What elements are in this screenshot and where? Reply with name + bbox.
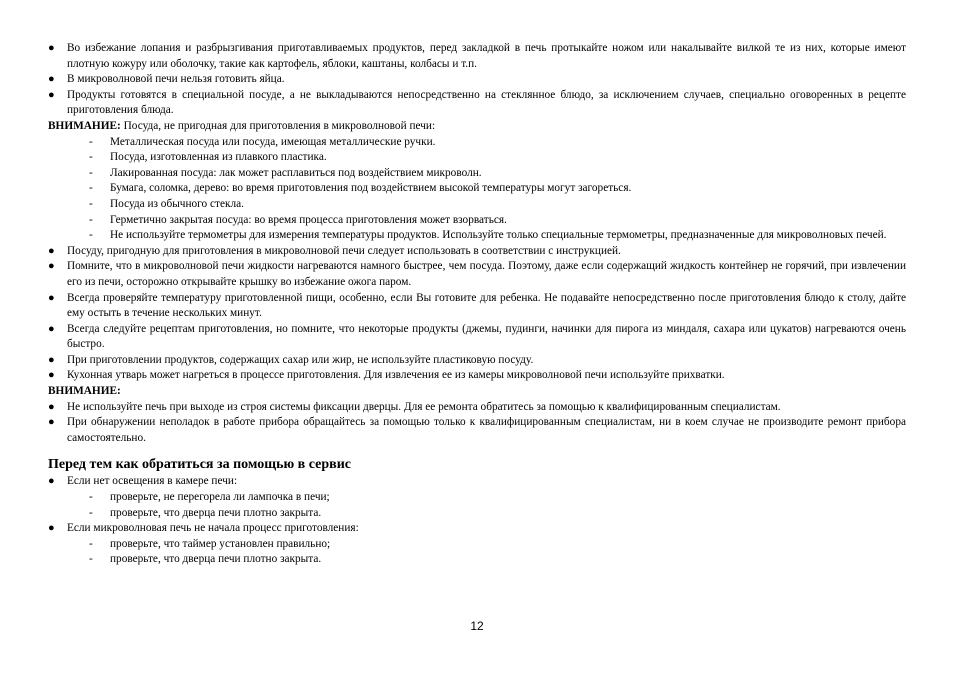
dash-icon: -: [89, 537, 93, 550]
dash-icon: -: [89, 491, 93, 504]
item-text: При обнаружении неполадок в работе прибора обращайтесь за помощью только к квалифицированным специалистам, ни в коем случае не производите ремонт прибора самостоятельно.: [67, 416, 906, 444]
warning-label: ВНИМАНИЕ:: [48, 119, 121, 132]
list-item: [48, 521, 906, 537]
bullet-icon: ●: [48, 353, 55, 366]
dash-item: [48, 197, 906, 213]
bullet-icon: ●: [48, 42, 55, 54]
dash-text: Посуда, изготовленная из плавкого пластика.: [110, 151, 327, 164]
item-text: В микроволновой печи нельзя готовить яйца.: [67, 73, 285, 86]
dash-icon: -: [89, 166, 93, 179]
dash-icon: -: [89, 151, 93, 164]
dash-text: Металлическая посуда или посуда, имеющая металлические ручки.: [110, 135, 436, 148]
warning-safety: [48, 384, 906, 400]
item-text: Всегда проверяйте температуру приготовленной пищи, особенно, если Вы готовите для ребенка. Не подавайте непосредственно после приготовления блюдо к столу, дайте ему остыть в течение нескольких минут.: [67, 291, 906, 320]
item-text: Не используйте печь при выходе из строя системы фиксации дверцы. Для ее ремонта обратитесь за помощью к квалифицированным специалистам.: [67, 400, 781, 413]
dash-text: проверьте, не перегорела ли лампочка в печи;: [110, 491, 330, 504]
bullet-icon: ●: [48, 260, 55, 273]
dash-item: [48, 150, 906, 166]
item-text: Помните, что в микроволновой печи жидкости нагреваются намного быстрее, чем посуда. Поэтому, даже если содержащий жидкость контейнер не горячий, при извлечении его из печи, осторожно открывайте крышку во избежание ожога паром.: [67, 260, 906, 288]
manual-page: [48, 41, 906, 568]
item-text: Продукты готовятся в специальной посуде, а не выкладываются непосредственно на стеклянное блюдо, за исключением случаев, специально оговоренных в рецепте приготовления блюда.: [67, 88, 906, 117]
bullet-icon: ●: [48, 475, 55, 488]
page-number: 12: [470, 619, 484, 633]
list-item: [48, 244, 906, 260]
bullet-icon: ●: [48, 73, 55, 86]
dash-text: проверьте, что таймер установлен правильно;: [110, 537, 331, 550]
dash-item: [48, 490, 906, 506]
section-heading: Перед тем как обратиться за помощью в сервис: [48, 457, 351, 473]
item-text: Во избежание лопания и разбрызгивания приготавливаемых продуктов, перед закладкой в печь протыкайте ножом или накалывайте вилкой те из них, которые имеют плотную кожуру или оболочку, такие как картофель, яблоки, каштаны, колбасы и т.п.: [67, 42, 906, 70]
list-item: [48, 415, 906, 446]
item-text: Всегда следуйте рецептам приготовления, но помните, что некоторые продукты (джемы, пудинги, начинки для пирога из миндаля, сахара или цукатов) нагреваются очень быстро.: [67, 322, 906, 351]
dash-text: проверьте, что дверца печи плотно закрыта.: [110, 553, 322, 566]
dash-text: Герметично закрытая посуда: во время процесса приготовления может взорваться.: [110, 213, 507, 226]
item-text: Кухонная утварь может нагреться в процессе приготовления. Для извлечения ее из камеры микроволновой печи используйте прихватки.: [67, 369, 725, 382]
dash-item: [48, 135, 906, 151]
item-text: При приготовлении продуктов, содержащих сахар или жир, не используйте пластиковую посуду.: [67, 353, 534, 366]
item-text: Если нет освещения в камере печи:: [67, 475, 238, 488]
list-item: [48, 41, 906, 72]
bullet-icon: ●: [48, 416, 55, 429]
dash-icon: -: [89, 182, 93, 195]
item-text: Если микроволновая печь не начала процесс приготовления:: [67, 522, 359, 535]
bullet-icon: ●: [48, 88, 55, 101]
bullet-icon: ●: [48, 522, 55, 535]
bullet-icon: ●: [48, 244, 55, 257]
dash-item: [48, 552, 906, 568]
dash-text: Бумага, соломка, дерево: во время приготовления под воздействием высокой температуры могут загореться.: [110, 182, 632, 195]
dash-text: Не используйте термометры для измерения температуры продуктов. Используйте только специальные термометры, предназначенные для микроволновых печей.: [110, 229, 887, 242]
list-item: [48, 72, 906, 88]
list-item: [48, 259, 906, 290]
list-item: [48, 353, 906, 369]
dash-text: Посуда из обычного стекла.: [110, 197, 244, 210]
warning-cookware: [48, 119, 906, 135]
list-item: [48, 322, 906, 353]
list-item: [48, 291, 906, 322]
dash-icon: -: [89, 197, 93, 210]
warning-label: ВНИМАНИЕ:: [48, 385, 121, 398]
dash-icon: -: [89, 506, 93, 519]
bullet-icon: ●: [48, 369, 55, 382]
dash-icon: -: [89, 229, 93, 242]
dash-text: проверьте, что дверца печи плотно закрыта.: [110, 506, 322, 519]
dash-item: [48, 537, 906, 553]
dash-icon: -: [89, 135, 93, 148]
list-item: [48, 474, 906, 490]
dash-item: [48, 506, 906, 522]
list-item: [48, 400, 906, 416]
dash-text: Лакированная посуда: лак может расплавиться под воздействием микроволн.: [110, 166, 482, 179]
dash-item: [48, 213, 906, 229]
bullet-icon: ●: [48, 291, 55, 304]
dash-icon: -: [89, 213, 93, 226]
bullet-icon: ●: [48, 322, 55, 335]
dash-item: [48, 166, 906, 182]
dash-icon: -: [89, 553, 93, 566]
dash-item: [48, 181, 906, 197]
list-item: [48, 368, 906, 384]
list-item: [48, 88, 906, 119]
warning-text: Посуда, не пригодная для приготовления в микроволновой печи:: [120, 119, 436, 132]
item-text: Посуду, пригодную для приготовления в микроволновой печи следует использовать в соответствии с инструкцией.: [67, 244, 621, 257]
dash-item: [48, 228, 906, 244]
bullet-icon: ●: [48, 400, 55, 413]
